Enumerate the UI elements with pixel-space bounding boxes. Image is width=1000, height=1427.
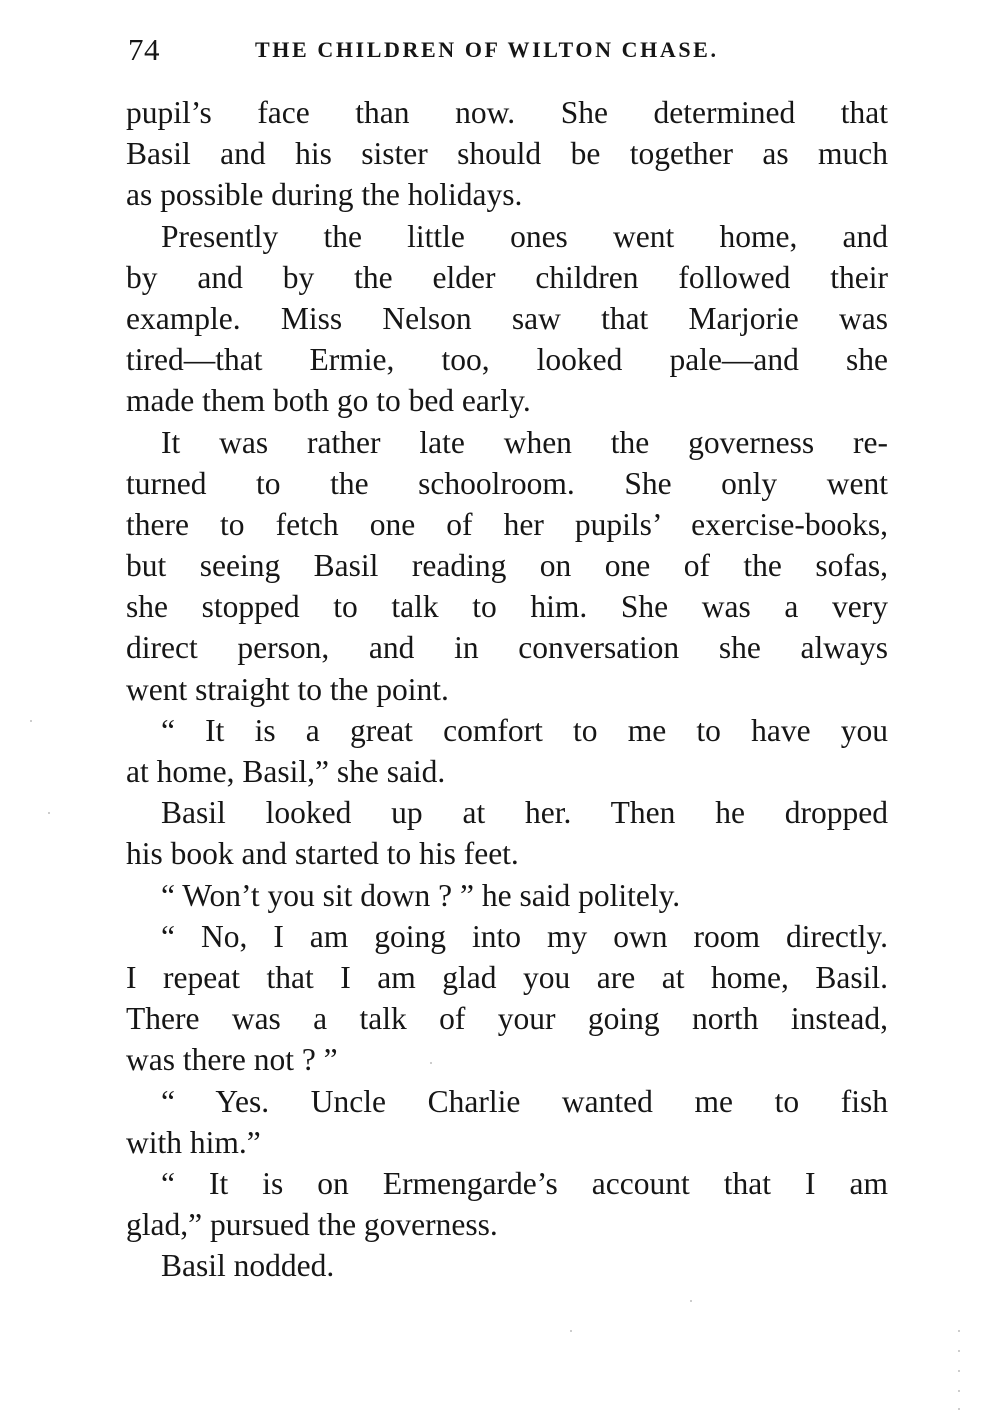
text-line: glad,” pursued the governess. bbox=[126, 1207, 498, 1243]
text-line: Presently the little ones went home, and bbox=[161, 218, 888, 254]
text-line: Basil and his sister should be together as much bbox=[126, 136, 888, 172]
text-line: direct person, and in conversation she always bbox=[126, 630, 888, 666]
text-line: she stopped to talk to him. She was a very bbox=[126, 589, 888, 625]
scan-speck bbox=[690, 1300, 692, 1302]
body-text bbox=[126, 92, 888, 1286]
scan-speck bbox=[30, 720, 32, 722]
scan-speck bbox=[958, 1330, 960, 1332]
text-line: “ It is on Ermengarde’s account that I am bbox=[161, 1165, 888, 1201]
scan-speck bbox=[570, 1330, 572, 1332]
text-line: made them both go to bed early. bbox=[126, 383, 531, 419]
text-line: There was a talk of your going north instead, bbox=[126, 1001, 888, 1037]
text-line: was there not ? ” bbox=[126, 1042, 338, 1078]
text-line: but seeing Basil reading on one of the sofas, bbox=[126, 548, 888, 584]
text-line: tired—that Ermie, too, looked pale—and she bbox=[126, 342, 888, 378]
text-line: I repeat that I am glad you are at home, Basil. bbox=[126, 959, 888, 995]
page-header bbox=[128, 28, 888, 68]
text-line: Basil nodded. bbox=[161, 1248, 335, 1284]
text-line: by and by the elder children followed their bbox=[126, 259, 888, 295]
text-line: “ It is a great comfort to me to have you bbox=[161, 712, 888, 748]
scan-speck bbox=[958, 1370, 960, 1372]
scan-speck bbox=[958, 1390, 960, 1392]
text-line: pupil’s face than now. She determined that bbox=[126, 95, 888, 130]
text-line: his book and started to his feet. bbox=[126, 836, 519, 872]
scan-speck bbox=[958, 1350, 960, 1352]
text-line: Basil looked up at her. Then he dropped bbox=[161, 795, 888, 831]
scan-speck bbox=[958, 1408, 960, 1410]
page-number: 74 bbox=[128, 32, 160, 67]
text-line: “ Won’t you sit down ? ” he said politely. bbox=[161, 877, 681, 913]
text-line: as possible during the holidays. bbox=[126, 177, 523, 213]
running-title: THE CHILDREN OF WILTON CHASE. bbox=[255, 37, 719, 62]
text-line: with him.” bbox=[126, 1124, 261, 1160]
scan-speck bbox=[48, 812, 50, 814]
scan-speck bbox=[430, 1062, 432, 1064]
text-line: turned to the schoolroom. She only went bbox=[126, 465, 888, 501]
text-line: there to fetch one of her pupils’ exercise-books, bbox=[126, 506, 888, 542]
text-line: at home, Basil,” she said. bbox=[126, 754, 446, 789]
text-line: example. Miss Nelson saw that Marjorie was bbox=[126, 300, 888, 336]
text-line: went straight to the point. bbox=[126, 671, 449, 707]
text-line: “ Yes. Uncle Charlie wanted me to fish bbox=[161, 1083, 888, 1119]
text-line: “ No, I am going into my own room directly. bbox=[161, 918, 888, 954]
text-line: It was rather late when the governess re- bbox=[161, 424, 888, 460]
